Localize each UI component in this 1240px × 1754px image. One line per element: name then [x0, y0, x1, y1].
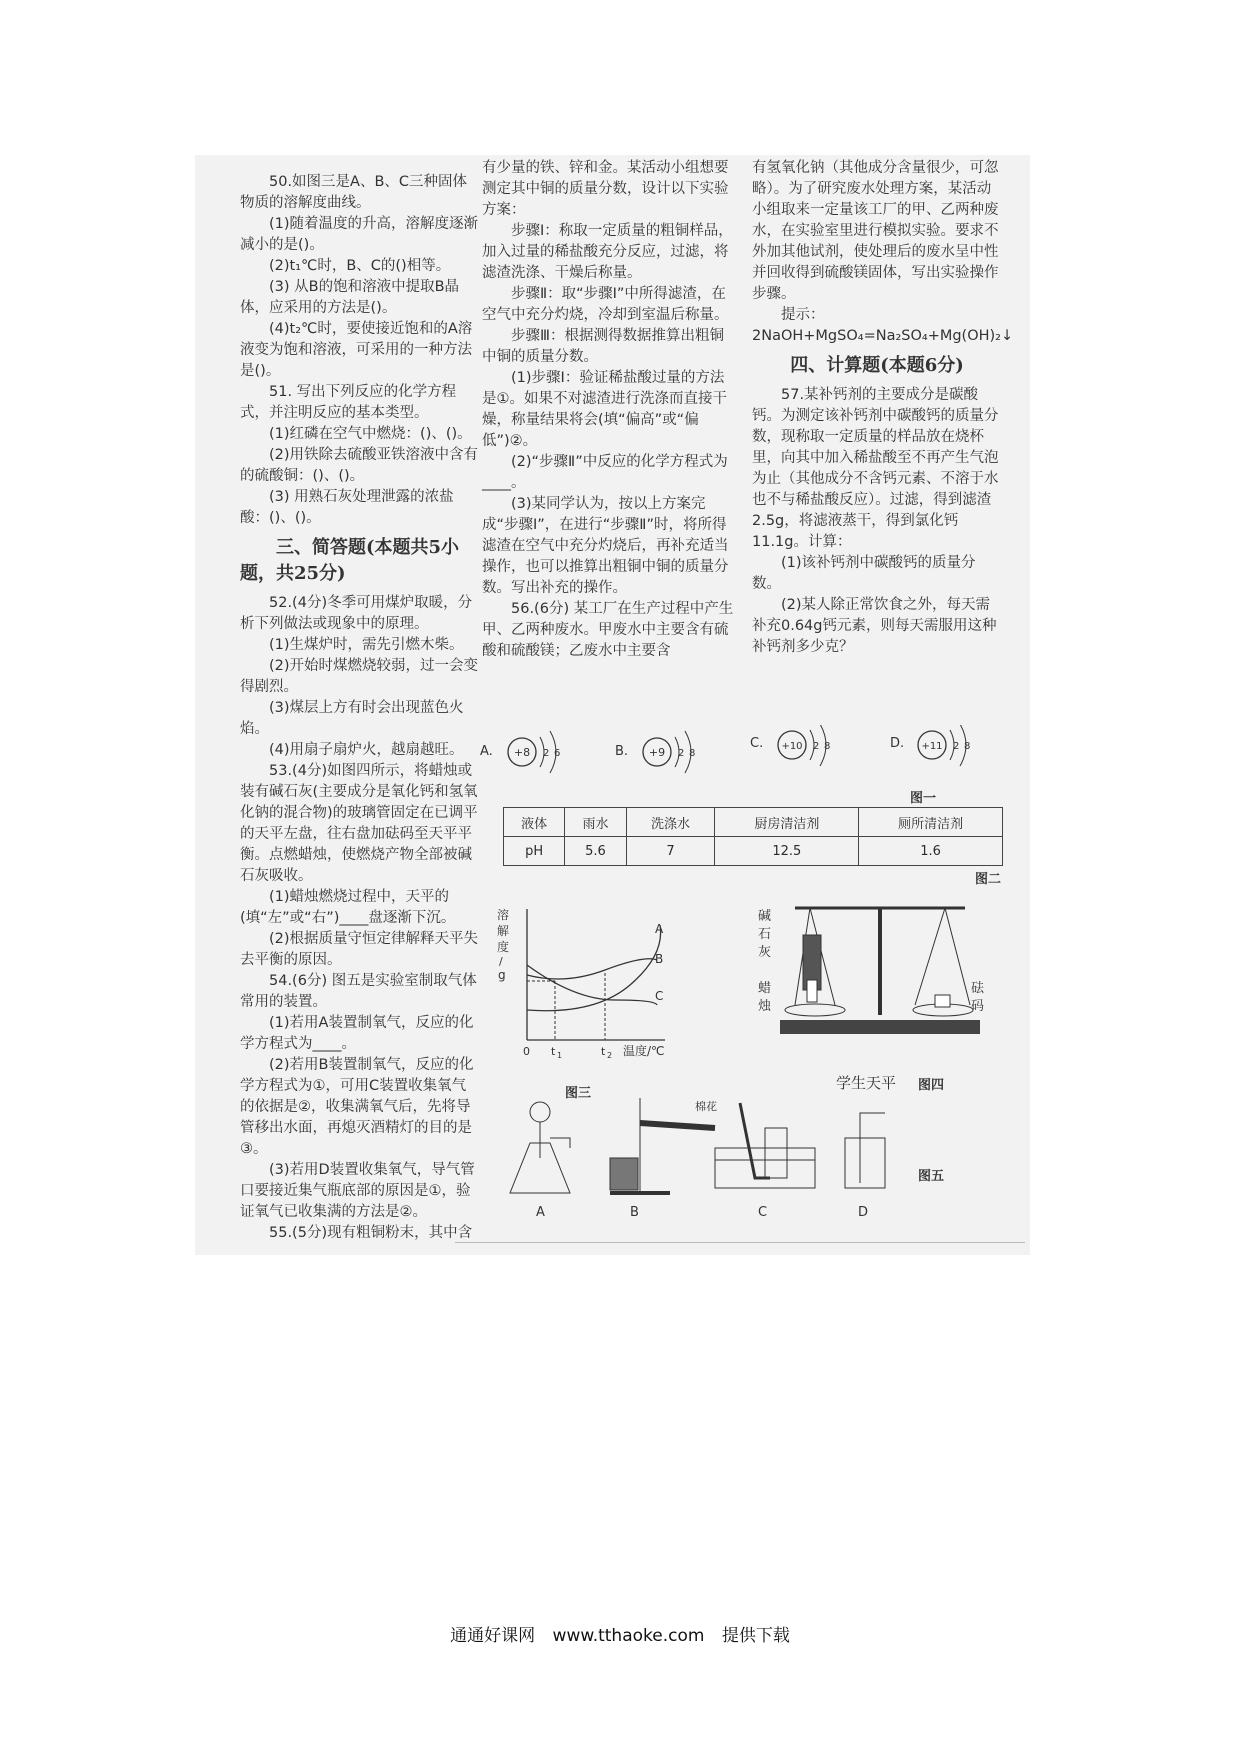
column-2	[482, 158, 737, 662]
table-cell: 厨房清洁剂	[715, 808, 859, 837]
svg-text:温度/℃: 温度/℃	[623, 1044, 665, 1058]
svg-text:烛: 烛	[758, 999, 772, 1014]
svg-text:石: 石	[758, 927, 772, 942]
svg-text:A.: A.	[480, 744, 493, 759]
q54-2: (2)若用B装置制氧气，反应的化学方程式为①，可用C装置收集氧气的依据是②，收集满氧气后，先将导管移出水面，再熄灭酒精灯的目的是③。	[240, 1057, 474, 1157]
table-cell: 12.5	[715, 837, 859, 866]
atom-a	[480, 731, 560, 773]
footer-site: 通通好课网	[450, 1626, 536, 1646]
q54-stem: 54.(6分) 图五是实验室制取气体常用的装置。	[240, 973, 477, 1010]
svg-text:灰: 灰	[758, 945, 772, 960]
table-header-row	[504, 808, 1003, 837]
q54-1: (1)若用A装置制氧气，反应的化学方程式为____。	[240, 1015, 474, 1052]
q52-stem: 52.(4分)冬季可用煤炉取暖，分析下列做法或现象中的原理。	[240, 595, 473, 632]
svg-text:C: C	[758, 1205, 768, 1220]
svg-text:A: A	[655, 922, 664, 936]
svg-text:2: 2	[953, 741, 960, 752]
q56-cont: 有氢氧化钠（其他成分含量很少，可忽略）。为了研究废水处理方案，某活动小组取来一定量该工厂的甲、乙两种废水，在实验室里进行模拟实验。要求不外加其他试剂，使处理后的废水呈中性并回收得到硫酸镁固体，写出实验操作步骤。	[752, 160, 999, 302]
q52-1: (1)生煤炉时，需先引燃木柴。	[269, 637, 464, 653]
figure-4-caption: 学生天平	[836, 1074, 897, 1092]
table-cell: 7	[626, 837, 715, 866]
figure-4-label: 图四	[918, 1078, 945, 1093]
q50-2: (2)t₁℃时，B、C的()相等。	[269, 258, 451, 274]
column-3	[752, 158, 1014, 658]
q51-1: (1)红磷在空气中燃烧：()、()。	[269, 426, 472, 442]
svg-text:度: 度	[497, 940, 510, 954]
svg-text:码: 码	[971, 999, 985, 1014]
figure-3-solubility-graph	[495, 905, 725, 1075]
svg-text:碱: 碱	[758, 909, 772, 924]
atom-b	[615, 731, 695, 773]
svg-text:+10: +10	[781, 741, 803, 752]
figure-4-balance-diagram	[755, 900, 995, 1070]
svg-text:D.: D.	[890, 736, 905, 751]
q51-3: (3) 用熟石灰处理泄露的浓盐酸：()、()。	[240, 489, 454, 526]
hint-label: 提示：	[781, 307, 825, 323]
section-4-heading: 四、计算题(本题6分)	[790, 355, 964, 376]
table-cell: 1.6	[859, 837, 1003, 866]
q50-3: (3) 从B的饱和溶液中提取B晶体，应采用的方法是()。	[240, 279, 460, 316]
q52-3: (3)煤层上方有时会出现蓝色火焰。	[240, 700, 464, 737]
q57-2: (2)某人除正常饮食之外，每天需补充0.64g钙元素，则每天需服用这种补钙剂多少克？	[752, 597, 997, 655]
q50-1: (1)随着温度的升高，溶解度逐渐减小的是()。	[240, 216, 479, 253]
svg-text:B.: B.	[615, 744, 629, 759]
q51-2: (2)用铁除去硫酸亚铁溶液中含有的硫酸铜：()、()。	[240, 447, 479, 484]
q53-1: (1)蜡烛燃烧过程中，天平的(填“左”或“右”)____盘逐渐下沉。	[240, 889, 456, 926]
q56-stem: 56.(6分) 某工厂在生产过程中产生甲、乙两种废水。甲废水中主要含有硫酸和硫酸镁；乙废水中主要含	[482, 601, 734, 659]
figure-3-label: 图三	[565, 1086, 592, 1101]
q51-stem: 51. 写出下列反应的化学方程式，并注明反应的基本类型。	[240, 384, 457, 421]
footer-url[interactable]: www.tthaoke.com	[552, 1626, 705, 1646]
curve-b	[527, 959, 657, 979]
footer	[0, 1621, 1240, 1646]
q55-step1: 步骤Ⅰ：称取一定质量的粗铜样品，加入过量的稀盐酸充分反应，过滤，将滤渣洗涤、干燥后称量。	[482, 223, 733, 281]
svg-text:A: A	[536, 1205, 545, 1220]
svg-text:2: 2	[813, 741, 820, 752]
svg-text:2: 2	[543, 748, 550, 759]
footer-note: 提供下载	[721, 1626, 790, 1646]
apparatus-b	[610, 1098, 717, 1220]
svg-text:图五: 图五	[918, 1169, 945, 1184]
svg-text:+9: +9	[648, 746, 666, 759]
q54-3: (3)若用D装置收集氧气，导气管口要接近集气瓶底部的原因是①，验证氧气已收集满的方法是②。	[240, 1162, 475, 1220]
figure-1-atom-diagrams	[480, 725, 1020, 795]
svg-text:2: 2	[607, 1051, 613, 1060]
column-1	[240, 172, 480, 1244]
svg-text:+11: +11	[921, 741, 943, 752]
svg-text:/: /	[499, 955, 503, 968]
svg-text:t: t	[601, 1045, 606, 1058]
svg-text:8: 8	[689, 748, 696, 759]
svg-text:B: B	[630, 1205, 639, 1220]
q57-1: (1)该补钙剂中碳酸钙的质量分数。	[752, 555, 976, 592]
atom-d	[890, 725, 970, 766]
q55-1: (1)步骤Ⅰ：验证稀盐酸过量的方法是①。如果不对滤渣进行洗涤而直接干燥，称量结果将会(填“偏高”或“偏低”)②。	[482, 370, 727, 449]
svg-text:0: 0	[523, 1045, 530, 1058]
figure-2-label: 图二	[975, 872, 1002, 887]
q50-stem: 50.如图三是A、B、C三种固体物质的溶解度曲线。	[240, 174, 468, 211]
svg-text:蜡: 蜡	[758, 981, 772, 996]
apparatus-c	[715, 1103, 815, 1220]
svg-text:g: g	[498, 968, 506, 982]
figure-1-label: 图一	[910, 791, 937, 806]
svg-text:B: B	[655, 952, 664, 966]
svg-text:1: 1	[557, 1051, 563, 1060]
atom-c	[750, 725, 830, 766]
svg-text:C: C	[655, 989, 664, 1003]
svg-text:8: 8	[824, 741, 831, 752]
q55-stem: 55.(5分)现有粗铜粉末，其中含	[269, 1225, 473, 1241]
table-row	[504, 837, 1003, 866]
table-cell: 液体	[504, 808, 565, 837]
q55-step3: 步骤Ⅲ：根据测得数据推算出粗铜中铜的质量分数。	[482, 328, 724, 365]
q57-stem: 57.某补钙剂的主要成分是碳酸钙。为测定该补钙剂中碳酸钙的质量分数，现称取一定质量的样品放在烧杯里，向其中加入稀盐酸至不再产生气泡为止（其他成分不含钙元素、不溶于水也不与稀盐酸反应）。过滤，得到滤渣2.5g，将滤液蒸干，得到氯化钙11.1g。计算：	[752, 387, 999, 550]
svg-text:解: 解	[497, 924, 510, 938]
svg-text:溶: 溶	[497, 908, 510, 922]
q55-step2: 步骤Ⅱ：取“步骤Ⅰ”中所得滤渣，在空气中充分灼烧，冷却到室温后称量。	[482, 286, 729, 323]
q55-3: (3)某同学认为，按以上方案完成“步骤Ⅰ”，在进行“步骤Ⅱ”时，将所得滤渣在空气中充分灼烧后，再补充适当操作，也可以推算出粗铜中铜的质量分数。写出补充的操作。	[482, 496, 729, 596]
table-cell: 厕所清洁剂	[859, 808, 1003, 837]
curve-c	[527, 965, 657, 1005]
table-cell: 洗涤水	[626, 808, 715, 837]
svg-text:砝: 砝	[971, 981, 985, 996]
svg-text:棉花: 棉花	[695, 1100, 717, 1113]
hint-equation: 2NaOH+MgSO₄=Na₂SO₄+Mg(OH)₂↓	[752, 328, 1014, 344]
q55-cont: 有少量的铁、锌和金。某活动小组想要测定其中铜的质量分数，设计以下实验方案：	[482, 160, 729, 218]
svg-text:8: 8	[964, 741, 971, 752]
svg-text:2: 2	[678, 748, 685, 759]
table-cell: pH	[504, 837, 565, 866]
svg-text:C.: C.	[750, 736, 764, 751]
table-cell: 雨水	[565, 808, 626, 837]
q52-2: (2)开始时煤燃烧较弱，过一会变得剧烈。	[240, 658, 479, 695]
svg-text:D: D	[858, 1205, 869, 1220]
apparatus-d	[845, 1113, 885, 1220]
table-cell: 5.6	[565, 837, 626, 866]
q53-2: (2)根据质量守恒定律解释天平失去平衡的原因。	[240, 931, 479, 968]
q53-stem: 53.(4分)如图四所示，将蜡烛或装有碱石灰(主要成分是氧化钙和氢氧化钠的混合物)的玻璃管固定在已调平的天平左盘，往右盘加砝码至天平平衡。点燃蜡烛，使燃烧产物全部被碱石灰吸收。	[240, 763, 478, 884]
svg-text:t: t	[551, 1045, 556, 1058]
section-3-heading: 三、简答题(本题共5小题，共25分)	[240, 537, 460, 584]
divider	[455, 1242, 1025, 1243]
apparatus-a	[510, 1102, 570, 1220]
figure-5-apparatus	[500, 1098, 980, 1223]
q55-2: (2)“步骤Ⅱ”中反应的化学方程式为____。	[482, 454, 728, 491]
figure-2-ph-table	[503, 807, 1003, 866]
q50-4: (4)t₂℃时，要使接近饱和的A溶液变为饱和溶液，可采用的一种方法是()。	[240, 321, 473, 379]
svg-text:+8: +8	[513, 746, 531, 759]
svg-text:6: 6	[554, 748, 561, 759]
q52-4: (4)用扇子扇炉火，越扇越旺。	[269, 742, 464, 758]
